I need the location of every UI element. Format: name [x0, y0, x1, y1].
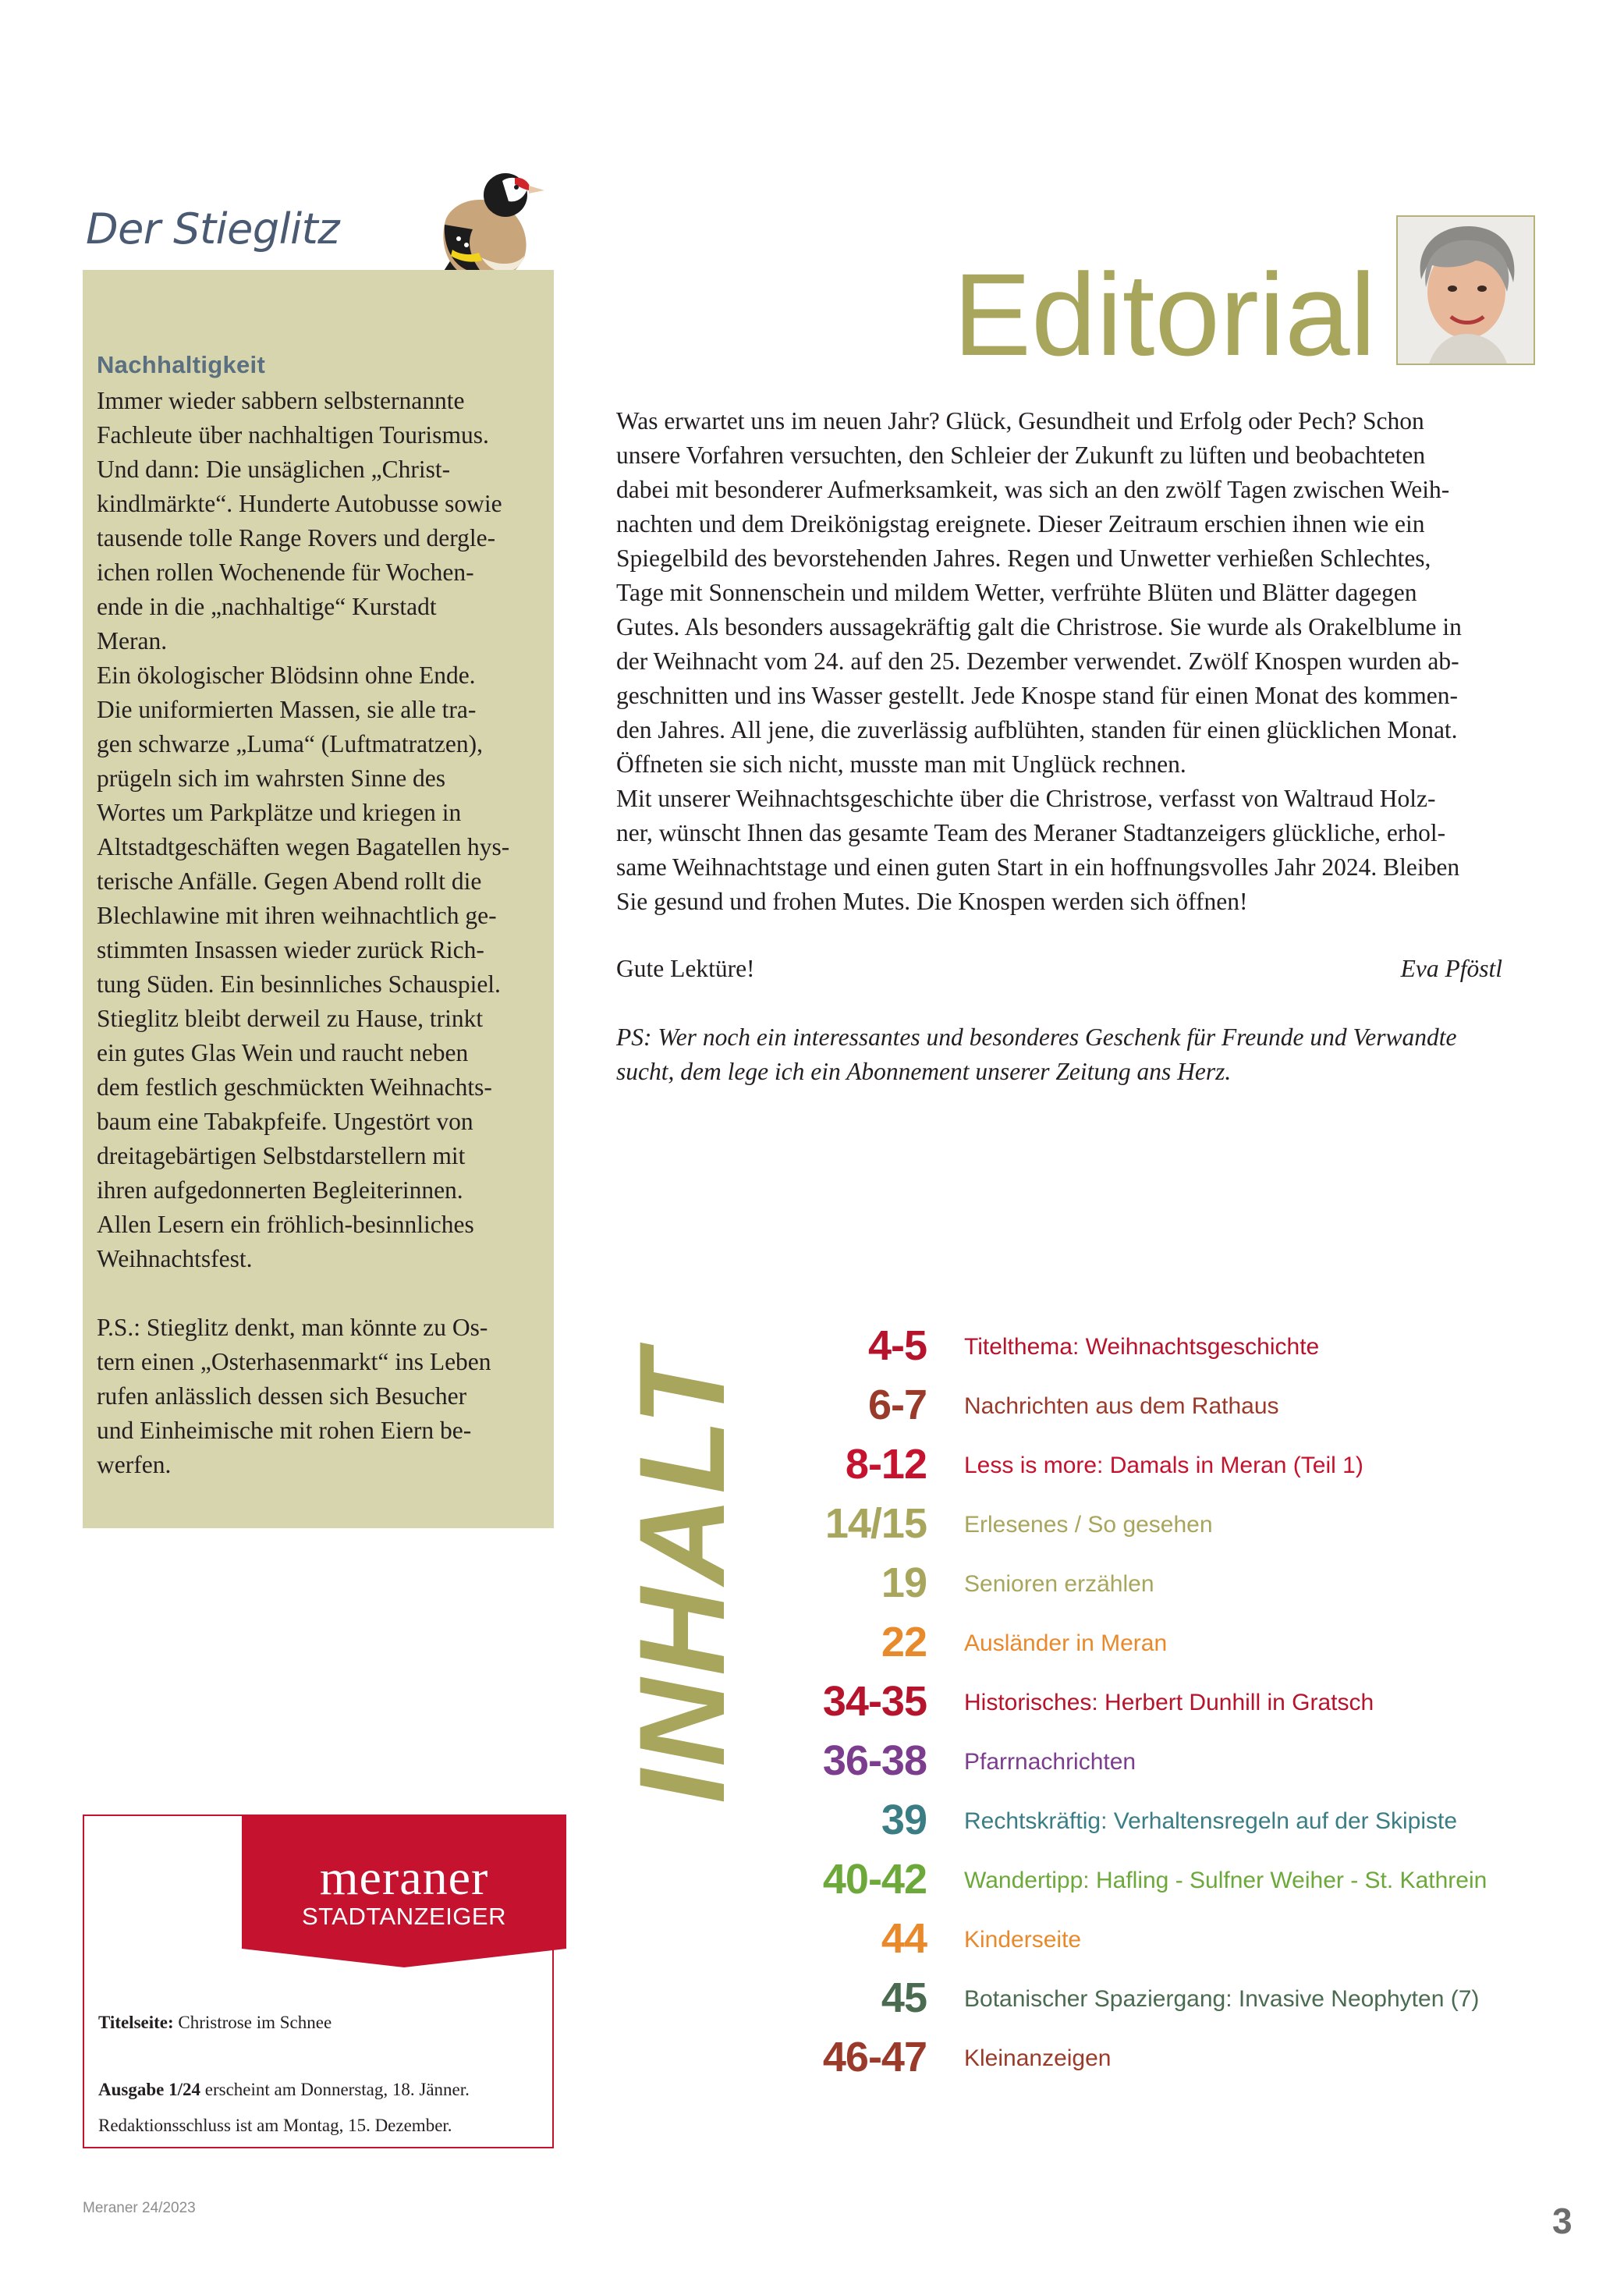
toc-page-range: 19	[881, 1559, 927, 1606]
toc-title: Historisches: Herbert Dunhill in Gratsch	[964, 1690, 1374, 1715]
editorial-paragraph: Was erwartet uns im neuen Jahr? Glück, Gesundheit und Erfolg oder Pech? Schon unsere Vorfahren versuchten, den Schleier der Zukunft zu lüften und beobachteten dabei mit besonderer Aufmerksamkeit, was sich an den zwölf Tagen zwischen Weih- nachten und dem Dreikönigstag ereignete. Dieser Zeitraum erschien ihnen wie ein Spiegelbild des bevorstehenden Jahres. Regen und Unwetter verhießen Schlechtes, Tage mit Sonnenschein und mildem Wetter, verfrühte Blüten und Blätter dagegen Gutes. Als besonders aussagekräftig galt die Christrose. Sie wurde als Orakelblume in der Weihnacht vom 24. auf den 25. Dezember verwendet. Zwölf Knospen wurden ab- geschnitten und ins Wasser gestellt. Jede Knospe stand für einen Monat des kommen- den Jahres. All jene, die zuverlässig aufblühten, standen für einen glücklichen Monat. Öffneten sie sich nicht, musste man mit Unglück rechnen.	[616, 407, 1462, 778]
cover-text: Christrose im Schnee	[178, 2013, 332, 2032]
issue-info	[98, 2078, 470, 2102]
table-of-contents	[780, 1322, 1560, 2093]
logo-subtitle: STADTANZEIGER	[302, 1903, 506, 1930]
toc-entry	[780, 1797, 1560, 1856]
toc-entry	[780, 1441, 1560, 1500]
footer-issue: Meraner 24/2023	[83, 2200, 196, 2216]
deadline-info: Redaktionsschluss ist am Montag, 15. Dezember.	[98, 2116, 452, 2135]
editorial-paragraph: Mit unserer Weihnachtsgeschichte über die Christrose, verfasst von Waltraud Holz- ner, wünscht Ihnen das gesamte Team des Meraner Stadtanzeigers glückliche, erhol- same Weihnachtstage und einen guten Start in ein hoffnungsvolles Jahr 2024. Bleiben Sie gesund und frohen Mutes. Die Knospen werden sich öffnen!	[616, 785, 1460, 915]
stieglitz-column	[83, 270, 554, 1528]
stadtanzeiger-logo	[242, 1815, 566, 1967]
contents-label	[615, 1318, 750, 1833]
toc-title: Less is more: Damals in Meran (Teil 1)	[964, 1453, 1363, 1478]
toc-page-range: 6-7	[867, 1382, 927, 1428]
column-paragraph: Immer wieder sabbern selbsternannte Fachleute über nachhaltigen Tourismus. Und dann: Die unsäglichen „Christ- kindlmärkte“. Hunderte Autobusse sowie tausende tolle Range Rovers und dergle- ichen rollen Wochenende für Wochen- ende in die „nachhaltige“ Kurstadt Meran.	[97, 387, 502, 655]
toc-entry	[780, 1915, 1560, 1974]
toc-title: Kleinanzeigen	[964, 2045, 1112, 2071]
toc-page-range: 34-35	[822, 1678, 927, 1725]
toc-page-range: 8-12	[845, 1441, 927, 1488]
toc-page-range: 36-38	[822, 1737, 927, 1784]
toc-entry	[780, 1678, 1560, 1737]
toc-page-range: 40-42	[822, 1856, 927, 1903]
toc-entry	[780, 1322, 1560, 1382]
toc-entry	[780, 1974, 1560, 2034]
toc-page-range: 39	[881, 1797, 927, 1843]
page-number: 3	[1552, 2201, 1573, 2241]
toc-page-range: 44	[881, 1915, 927, 1962]
cover-caption	[98, 2011, 332, 2034]
toc-entry	[780, 1559, 1560, 1619]
editorial-title: Editorial	[953, 249, 1376, 380]
toc-title: Senioren erzählen	[964, 1571, 1154, 1597]
toc-title: Titelthema: Weihnachtsgeschichte	[964, 1334, 1320, 1360]
toc-entry	[780, 1382, 1560, 1441]
toc-title: Nachrichten aus dem Rathaus	[964, 1393, 1279, 1419]
column-title: Der Stieglitz	[86, 204, 340, 254]
toc-title: Pfarrnachrichten	[964, 1749, 1136, 1775]
greeting: Gute Lektüre!	[616, 955, 755, 982]
column-postscript: P.S.: Stieglitz denkt, man könnte zu Os- tern einen „Osterhasenmarkt“ ins Leben rufen anlässlich dessen sich Besucher und Einheimische mit rohen Eiern be- werfen.	[97, 1314, 491, 1478]
toc-entry	[780, 1619, 1560, 1678]
author-portrait	[1396, 215, 1535, 365]
cover-label: Titelseite:	[98, 2013, 174, 2032]
masthead-box	[83, 1815, 554, 2148]
column-paragraph: Ein ökologischer Blödsinn ohne Ende. Die uniformierten Massen, sie alle tra- gen schwarze „Luma“ (Luftmatratzen), prügeln sich im wahrsten Sinne des Wortes um Parkplätze und kriegen in Altstadtgeschäften wegen Bagatellen hys- terische Anfälle. Gegen Abend rollt die Blechlawine mit ihren weihnachtlich ge- stimmten Insassen wieder zurück Rich- tung Süden. Ein besinnliches Schauspiel. Stieglitz bleibt derweil zu Hause, trinkt ein gutes Glas Wein und raucht neben dem festlich geschmückten Weihnachts- baum eine Tabakpfeife. Ungestört von dreitagebärtigen Selbstdarstellern mit ihren aufgedonnerten Begleiterinnen. Allen Lesern ein fröhlich-besinnliches Weihnachtsfest.	[97, 662, 510, 1272]
author-portrait-image	[1398, 217, 1534, 364]
toc-entry	[780, 2034, 1560, 2093]
toc-title: Wandertipp: Hafling - Sulfner Weiher - St. Kathrein	[964, 1868, 1487, 1893]
toc-title: Ausländer in Meran	[964, 1630, 1168, 1656]
issue-label: Ausgabe 1/24	[98, 2080, 200, 2099]
editorial-postscript: PS: Wer noch ein interessantes und besonderes Geschenk für Freunde und Verwandte sucht, dem lege ich ein Abonnement unserer Zeitung ans Herz.	[616, 1023, 1457, 1085]
toc-entry	[780, 1856, 1560, 1915]
toc-page-range: 45	[881, 1974, 927, 2021]
toc-title: Botanischer Spaziergang: Invasive Neophyten (7)	[964, 1986, 1480, 2012]
toc-page-range: 4-5	[867, 1322, 927, 1369]
logo-brand: meraner	[319, 1850, 489, 1905]
toc-entry	[780, 1500, 1560, 1559]
toc-title: Kinderseite	[964, 1927, 1082, 1953]
author-signature: Eva Pföstl	[1400, 955, 1502, 982]
toc-page-range: 22	[881, 1619, 927, 1666]
column-heading: Nachhaltigkeit	[97, 351, 266, 378]
toc-title: Erlesenes / So gesehen	[964, 1512, 1213, 1538]
toc-page-range: 46-47	[822, 2034, 927, 2081]
contents-label-text: INHALT	[615, 1347, 750, 1804]
toc-page-range: 14/15	[824, 1500, 927, 1547]
toc-title: Rechtskräftig: Verhaltensregeln auf der Skipiste	[964, 1808, 1458, 1834]
toc-entry	[780, 1737, 1560, 1797]
editorial-body	[616, 404, 1537, 919]
issue-text: erscheint am Donnerstag, 18. Jänner.	[204, 2080, 470, 2099]
